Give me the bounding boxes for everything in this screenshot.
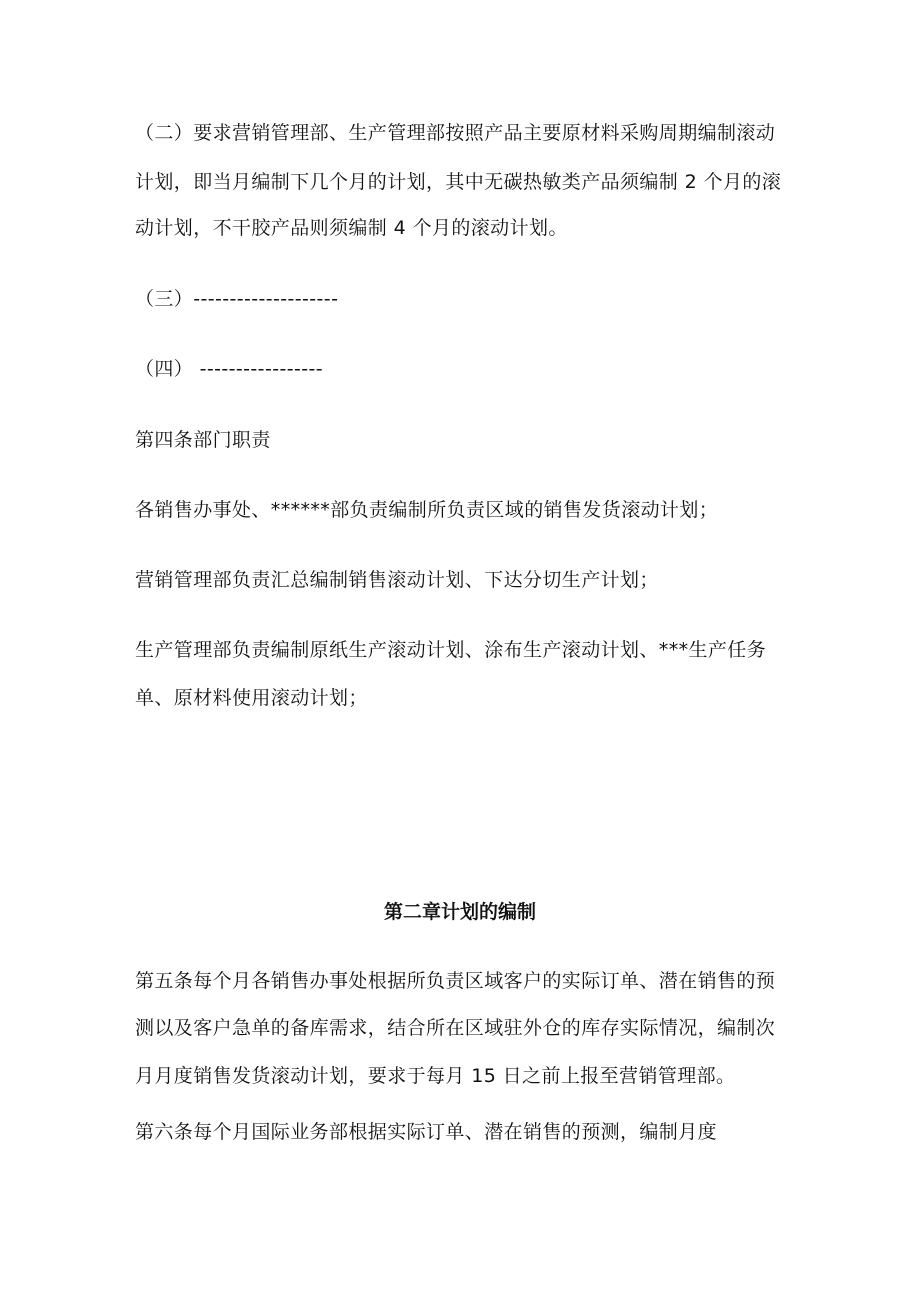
article-6-line-1: 第六条每个月国际业务部根据实际订单、潜在销售的预测，编制月度	[135, 1121, 718, 1143]
article-5-line-1: 第五条每个月各销售办事处根据所负责区域客户的实际订单、潜在销售的预	[135, 970, 776, 992]
article-5-line-2: 测以及客户急单的备库需求，结合所在区域驻外仓的库存实际情况，编制次	[135, 1017, 776, 1039]
item-3-placeholder: （三）--------------------	[135, 288, 339, 310]
article-4-title: 第四条部门职责	[135, 429, 271, 451]
article-4-paragraph-3-line-1: 生产管理部负责编制原纸生产滚动计划、涂布生产滚动计划、***生产任务	[135, 639, 767, 661]
chapter-2-heading: 第二章计划的编制	[383, 901, 536, 923]
item-2-line-2: 计划，即当月编制下几个月的计划，其中无碳热敏类产品须编制 2 个月的滚	[135, 171, 782, 193]
article-5-line-3: 月月度销售发货滚动计划，要求于每月 15 日之前上报至营销管理部。	[135, 1065, 736, 1087]
article-4-paragraph-2: 营销管理部负责汇总编制销售滚动计划、下达分切生产计划；	[135, 569, 659, 591]
article-4-paragraph-1: 各销售办事处、******部负责编制所负责区域的销售发货滚动计划；	[135, 499, 719, 521]
item-4-placeholder: （四） -----------------	[135, 358, 323, 380]
article-4-paragraph-3-line-2: 单、原材料使用滚动计划；	[135, 687, 368, 709]
item-2-line-3: 动计划，不干胶产品则须编制 4 个月的滚动计划。	[135, 217, 568, 239]
item-2-line-1: （二）要求营销管理部、生产管理部按照产品主要原材料采购周期编制滚动	[135, 122, 776, 144]
